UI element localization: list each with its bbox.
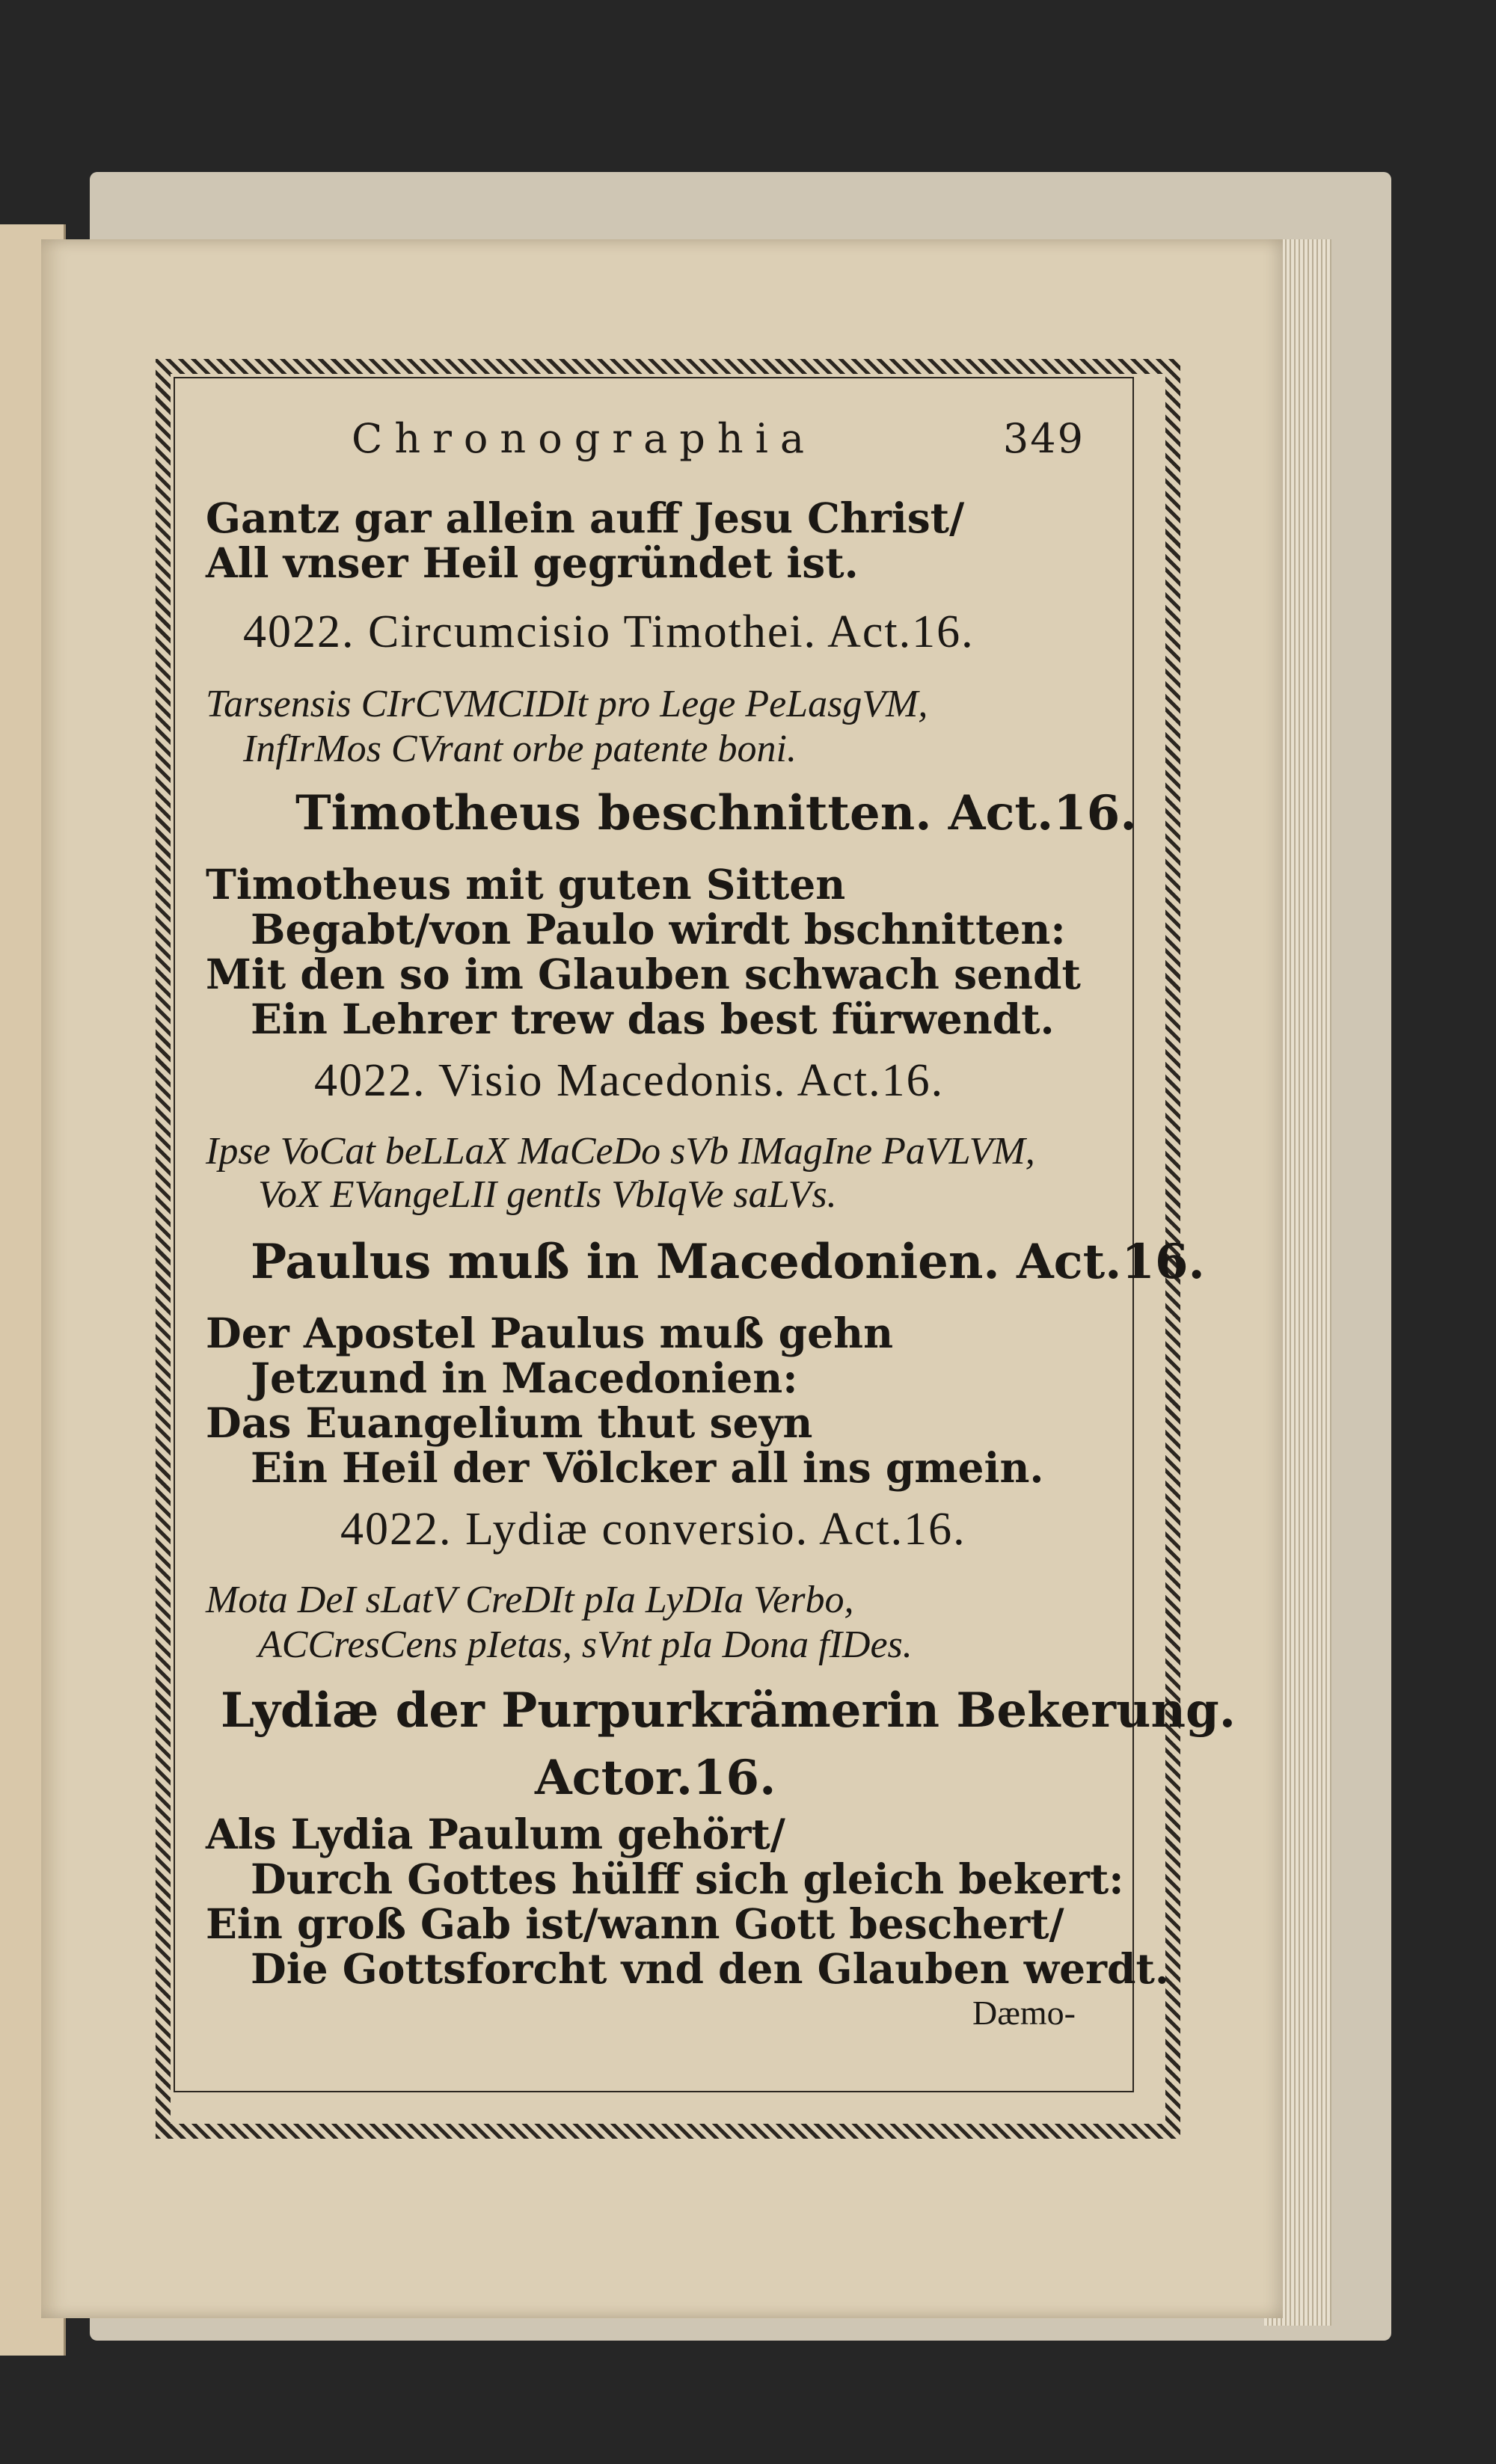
catchword: Dæmo- xyxy=(972,1994,1076,2032)
latin-chronogram: VoX EVangeLII gentIs VbIqVe saLVs. xyxy=(258,1173,837,1216)
page-number: 349 xyxy=(1002,415,1085,462)
verse-line: Begabt/von Paulo wirdt bschnitten: xyxy=(251,905,1066,953)
german-heading: Actor.16. xyxy=(535,1750,776,1806)
verse-line: Mit den so im Glauben schwach sendt xyxy=(206,950,1081,998)
latin-chronogram: Tarsensis CIrCVMCIDIt pro Lege PeLasgVM, xyxy=(206,683,928,725)
latin-chronogram: InfIrMos CVrant orbe patente boni. xyxy=(243,728,797,770)
entry-heading: 4022. Lydiæ conversio. Act.16. xyxy=(340,1504,966,1555)
verse-line: Das Euangelium thut seyn xyxy=(206,1398,813,1447)
verse-line: Timotheus mit guten Sitten xyxy=(206,860,846,909)
german-heading: Paulus muß in Macedonien. Act.16. xyxy=(251,1234,1205,1290)
verse-line: Gantz gar allein auff Jesu Christ/ xyxy=(206,494,965,542)
verse-line: Als Lydia Paulum gehört/ xyxy=(206,1810,785,1858)
latin-chronogram: ACCresCens pIetas, sVnt pIa Dona fIDes. xyxy=(258,1623,913,1666)
latin-chronogram: Ipse VoCat beLLaX MaCeDo sVb IMagIne PaVLVM, xyxy=(206,1130,1035,1173)
entry-heading: 4022. Visio Macedonis. Act.16. xyxy=(314,1055,945,1106)
verse-line: Ein Lehrer trew das best fürwendt. xyxy=(251,995,1055,1043)
verse-line: Die Gottsforcht vnd den Glauben werdt. xyxy=(251,1944,1170,1993)
entry-heading: 4022. Circumcisio Timothei. Act.16. xyxy=(243,606,975,657)
running-title: Chronographia xyxy=(352,415,817,462)
verse-line: Durch Gottes hülff sich gleich bekert: xyxy=(251,1855,1124,1903)
verse-line: Ein Heil der Völcker all ins gmein. xyxy=(251,1443,1044,1492)
verse-line: Der Apostel Paulus muß gehn xyxy=(206,1309,894,1357)
german-heading: Timotheus beschnitten. Act.16. xyxy=(295,785,1137,841)
verse-line: All vnser Heil gegründet ist. xyxy=(206,538,859,587)
verse-line: Jetzund in Macedonien: xyxy=(251,1354,798,1402)
latin-chronogram: Mota DeI sLatV CreDIt pIa LyDIa Verbo, xyxy=(206,1579,854,1621)
running-header xyxy=(352,415,1085,475)
verse-line: Ein groß Gab ist/wann Gott beschert/ xyxy=(206,1899,1064,1948)
german-heading: Lydiæ der Purpurkrämerin Bekerung. xyxy=(221,1683,1236,1739)
